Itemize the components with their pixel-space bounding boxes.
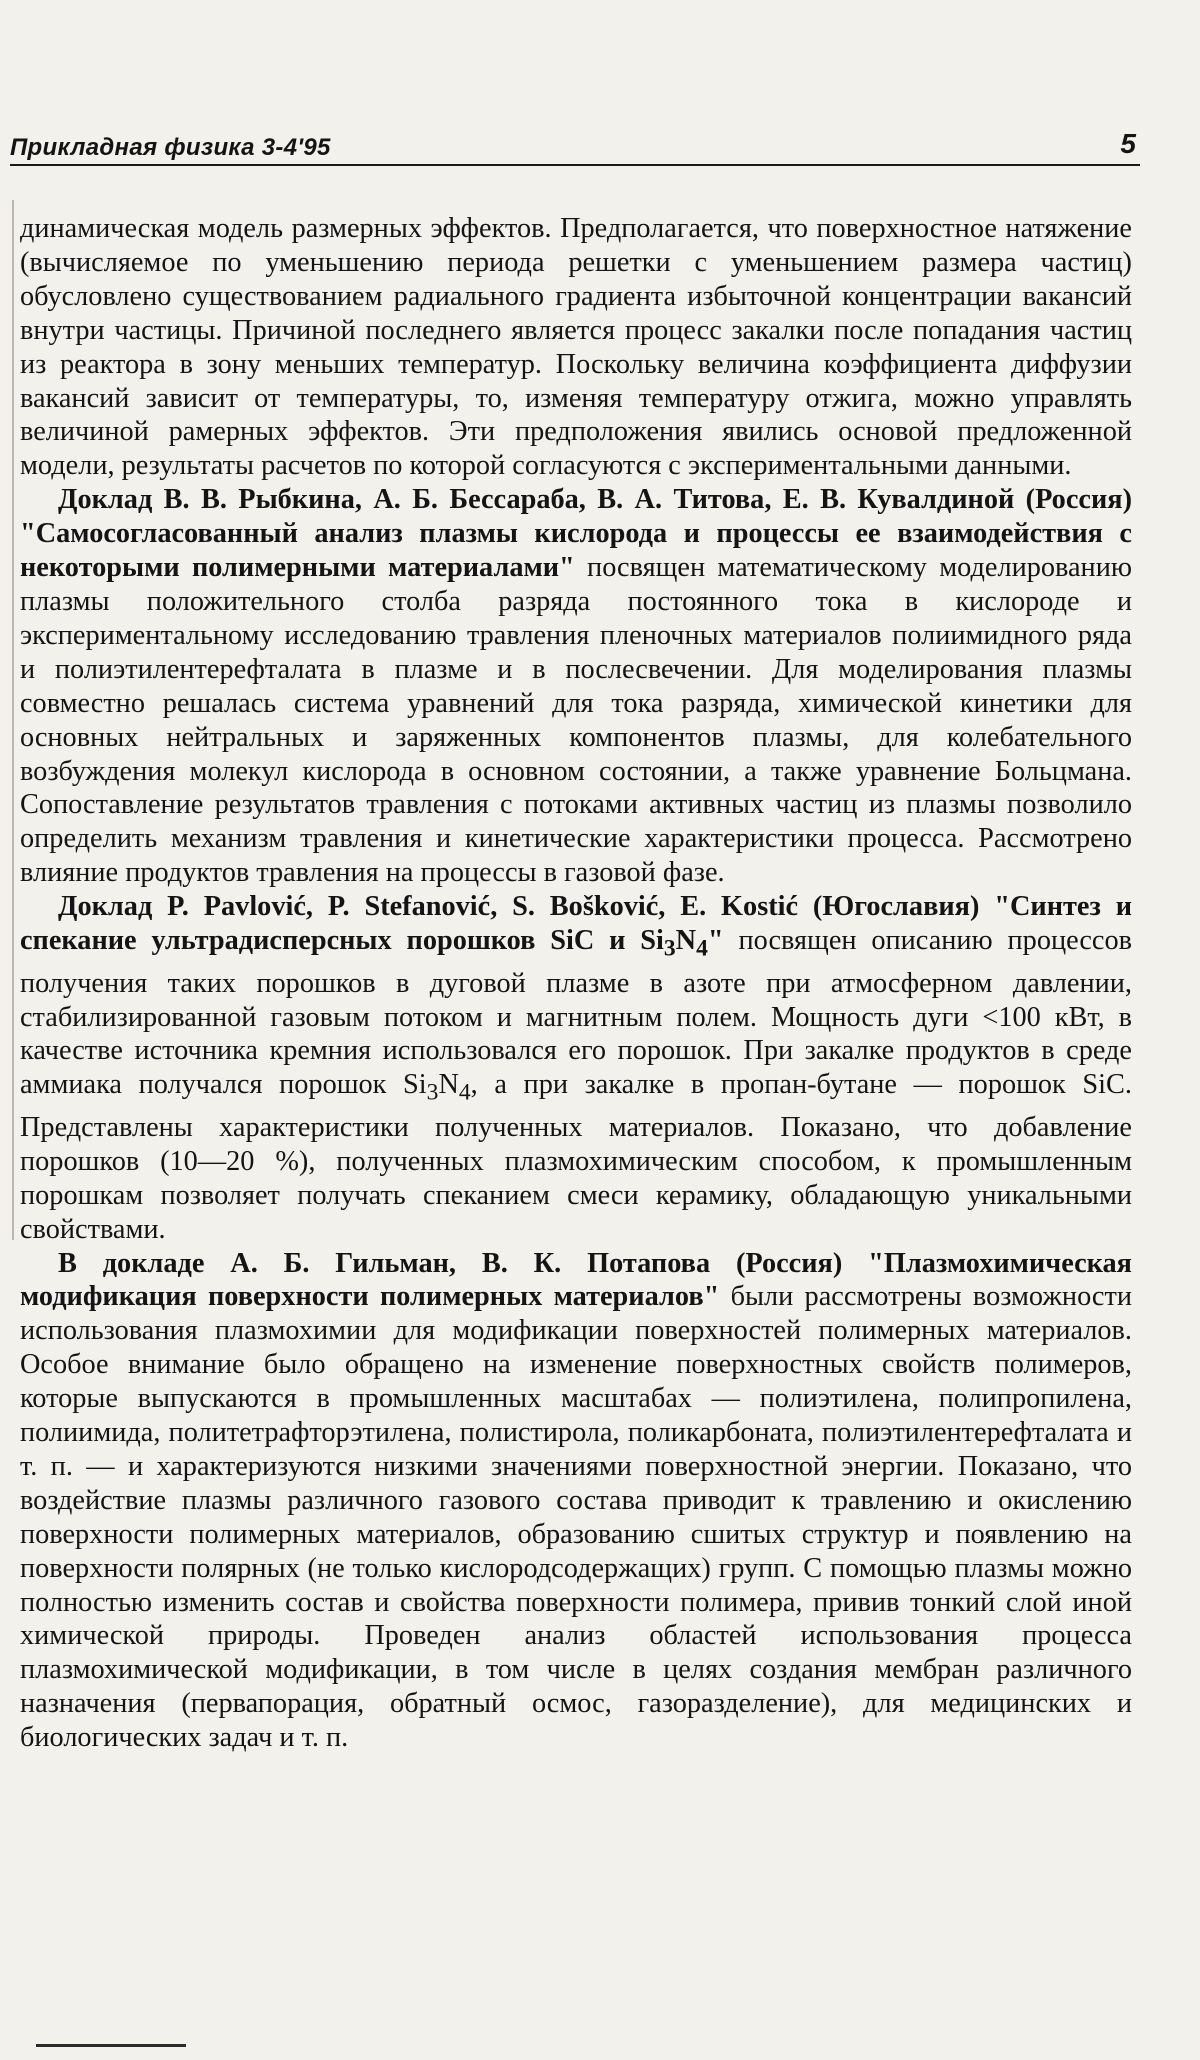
report-heading-part: N xyxy=(675,925,697,957)
footnote-rule xyxy=(36,2044,186,2047)
paragraph-text: посвящен математическому моделированию плазмы положительного столба разряда постоянного тока в кислороде и экспериментальному исследованию травления пленочных материалов полиимидного ряда и полиэтилентерефталата в плазме и в послесвечении. Для моделирования плазмы совместно решалась система уравнений для тока разряда, химической кинетики для основных нейтральных и заряженных компонентов плазмы, для колебательного возбуждения молекул кислорода в основном состоянии, а также уравнение Больцмана. Сопоставление результатов травления с потоками активных частиц из плазмы позволило определить механизм травления и кинетические характеристики процесса. Рассмотрено влияние продуктов травления на процессы в газовой фазе. xyxy=(20,552,1132,889)
scan-margin-line xyxy=(12,200,14,1240)
report-heading: Доклад В. В. Рыбкина, А. Б. Бессараба, В. А. Титова, Е. В. Кувалдиной (Россия) "Самосогласованный анализ плазмы кислорода и процессы ее взаимодействия с некоторыми полимерными материалами" xyxy=(20,484,1132,584)
subscript: 4 xyxy=(696,935,708,962)
paragraph-report-rybkin xyxy=(20,483,1132,890)
paragraph-text: были рассмотрены возможности использования плазмохимии для модификации поверхностей полимерных материалов. Особое внимание было обращено на изменение поверхностных свойств полимеров, которые выпускаются в промышленных масштабах — полиэтилена, полипропилена, полиимида, политетрафторэтилена, полистирола, поликарбоната, полиэтилентерефталата и т. п. — и характеризуются низкими значениями поверхностной энергии. Показано, что воздействие плазмы различного газового состава приводит к травлению и окислению поверхности полимерных материалов, образованию сшитых структур и появлению на поверхности полярных (не только кислородсодержащих) групп. С помощью плазмы можно полностью изменить состав и свойства поверхности полимера, привив тонкий слой иной химической природы. Проведен анализ областей использования процесса плазмохимической модификации, в том числе в целях создания мембран различного назначения (первапорация, обратный осмос, газоразделение), для медицинских и биологических задач и т. п. xyxy=(20,1281,1132,1754)
paragraph-text: посвящен описанию процессов получения таких порошков в дуговой плазме в азоте при атмосферном давлении, стабилизированной газовым потоком и магнитным полем. Мощность дуги <100 кВт, в качестве источника кремния использовался его порошок. При закалке продуктов в среде аммиака получался порошок Si xyxy=(20,925,1133,1101)
page-number: 5 xyxy=(1120,128,1136,159)
paragraph-report-gilman xyxy=(20,1247,1132,1756)
journal-title: Прикладная физика 3-4'95 xyxy=(10,134,331,161)
paragraph-report-pavlovic xyxy=(20,890,1132,1246)
article-body xyxy=(20,212,1132,1755)
report-heading-part: Доклад P. Pavlović, P. Stefanović, S. Bošković, E. Kostić (Югославия) "Синтез и спекание ультрадисперсных порошков SiC и Si xyxy=(20,891,1132,957)
running-header xyxy=(10,130,1140,166)
report-heading-part: " xyxy=(707,925,724,957)
report-heading: В докладе А. Б. Гильман, В. К. Потапова (Россия) "Плазмохимическая модификация поверхности полимерных материалов" xyxy=(20,1247,1132,1313)
paragraph-text: N xyxy=(438,1069,459,1101)
subscript: 3 xyxy=(426,1079,439,1106)
paragraph-text: динамическая модель размерных эффектов. Предполагается, что поверхностное натяжение (вычисляемое по уменьшению периода решетки с уменьшением размера частиц) обусловлено существованием радиального градиента избыточной концентрации вакансий внутри частицы. Причиной последнего является процесс закалки после попадания частиц из реактора в зону меньших температур. Поскольку величина коэффициента диффузии вакансий зависит от температуры, то, изменяя температуру отжига, можно управлять величиной рамерных эффектов. Эти предположения явились основой предложенной модели, результаты расчетов по которой согласуются с экспериментальными данными. xyxy=(20,213,1132,482)
subscript: 4 xyxy=(458,1079,471,1106)
paragraph-text: , а при закалке в пропан-бутане — порошок SiC. Представлены характеристики полученных материалов. Показано, что добавление порошков (10—20 %), полученных плазмохимическим способом, к промышленным порошкам позволяет получать спеканием смеси керамику, обладающую уникальными свойствами. xyxy=(20,1069,1132,1245)
subscript: 3 xyxy=(663,935,676,962)
paragraph-intro xyxy=(20,212,1132,483)
